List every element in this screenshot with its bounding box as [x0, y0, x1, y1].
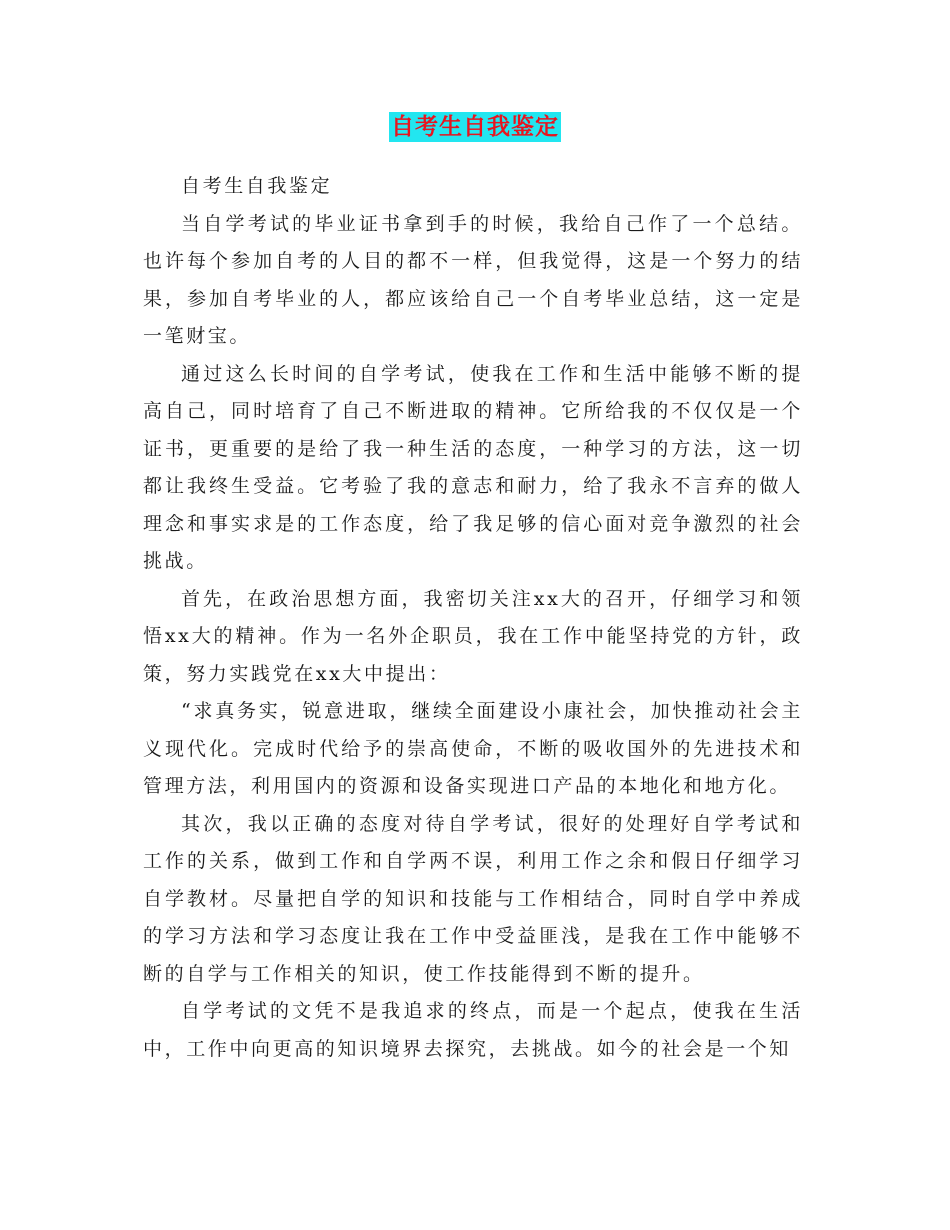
paragraph-intro: 当自学考试的毕业证书拿到手的时候，我给自己作了一个总结。也许每个参加自考的人目的都不一样，但我觉得，这是一个努力的结果，参加自考毕业的人，都应该给自己一个自考毕业总结，这一定是一笔财宝。 [143, 212, 803, 347]
paragraph-growth: 通过这么长时间的自学考试，使我在工作和生活中能够不断的提高自己，同时培育了自己不断进取的精神。它所给我的不仅仅是一个证书，更重要的是给了我一种生活的态度，一种学习的方法，这一切都让我终生受益。它考验了我的意志和耐力，给了我永不言弃的做人理念和事实求是的工作态度，给了我足够的信心面对竞争激烈的社会挑战。 [143, 362, 803, 572]
document-body [143, 168, 803, 1068]
paragraph-politics: 首先，在政治思想方面，我密切关注xx大的召开，仔细学习和领悟xx大的精神。作为一名外企职员，我在工作中能坚持党的方针，政策，努力实践党在xx大中提出： [143, 587, 803, 685]
paragraph-quote: “求真务实，锐意进取，继续全面建设小康社会，加快推动社会主义现代化。完成时代给予的崇高使命，不断的吸收国外的先进技术和管理方法，利用国内的资源和设备实现进口产品的本地化和地方化。 [143, 700, 803, 797]
paragraph-conclusion: 自学考试的文凭不是我追求的终点，而是一个起点，使我在生活中，工作中向更高的知识境界去探究，去挑战。如今的社会是一个知 [143, 1000, 803, 1060]
title-container [0, 112, 950, 142]
document-title: 自考生自我鉴定 [391, 114, 559, 140]
paragraph-study: 其次，我以正确的态度对待自学考试，很好的处理好自学考试和工作的关系，做到工作和自学两不误，利用工作之余和假日仔细学习自学教材。尽量把自学的知识和技能与工作相结合，同时自学中养成的学习方法和学习态度让我在工作中受益匪浅，是我在工作中能够不断的自学与工作相关的知识，使工作技能得到不断的提升。 [143, 812, 803, 985]
paragraph-heading: 自考生自我鉴定 [181, 175, 333, 197]
